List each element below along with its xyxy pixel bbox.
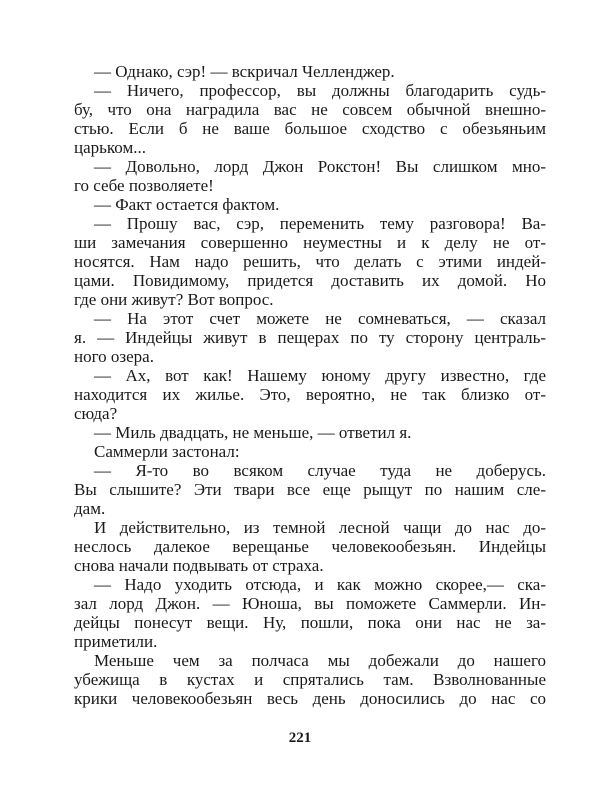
text-line: где они живут? Вот вопрос. — [74, 290, 274, 309]
paragraph — [74, 423, 546, 442]
text-line: цами. Повидимому, придется доставить их домой. Но — [74, 271, 546, 290]
text-line: — Ах, вот как! Нашему юному другу известно, где — [94, 366, 546, 385]
text-line: бу, что она наградила вас не совсем обычной внешно- — [74, 100, 546, 119]
text-line: крики человекообезьян весь день доносились до нас со — [74, 689, 546, 708]
text-line: дам. — [74, 499, 106, 518]
text-line: зал лорд Джон. — Юноша, вы поможете Саммерли. Ин- — [74, 594, 546, 613]
text-line: царьком... — [74, 138, 146, 157]
paragraph — [74, 81, 546, 157]
text-line: го себе позволяете! — [74, 176, 214, 195]
text-line: носятся. Нам надо решить, что делать с этими индей- — [74, 252, 546, 271]
text-line: — Факт остается фактом. — [94, 195, 280, 214]
text-line: — Ничего, профессор, вы должны благодарить судь- — [94, 81, 546, 100]
text-line: — На этот счет можете не сомневаться, — сказал — [94, 309, 546, 328]
paragraph — [74, 62, 546, 81]
paragraph — [74, 309, 546, 366]
text-line: находится их жилье. Это, вероятно, не так близко от- — [74, 385, 546, 404]
text-line: ши замечания совершенно неуместны и к делу не от- — [74, 233, 546, 252]
text-line: — Прошу вас, сэр, переменить тему разговора! Ва- — [94, 214, 546, 233]
paragraph — [74, 518, 546, 575]
text-line: — Надо уходить отсюда, и как можно скорее,— ска- — [94, 575, 546, 594]
text-line: Вы слышите? Эти твари все еще рыщут по нашим сле- — [74, 480, 546, 499]
paragraph — [74, 442, 546, 461]
paragraph — [74, 195, 546, 214]
text-line: дейцы понесут вещи. Ну, пошли, пока они нас не за- — [74, 613, 546, 632]
text-line: приметили. — [74, 632, 158, 651]
text-line: стью. Если б не ваше большое сходство с обезьяньим — [74, 119, 546, 138]
text-line: неслось далекое верещанье человекообезьян. Индейцы — [74, 537, 546, 556]
text-line: И действительно, из темной лесной чащи до нас до- — [94, 518, 546, 537]
text-line: сюда? — [74, 404, 118, 423]
page-number: 221 — [288, 730, 312, 746]
text-line: — Миль двадцать, не меньше, — ответил я. — [94, 423, 412, 442]
text-line: я. — Индейцы живут в пещерах по ту сторону централь- — [74, 328, 546, 347]
text-line: — Я-то во всяком случае туда не доберусь. — [94, 461, 546, 480]
paragraph — [74, 651, 546, 708]
text-line: убежища в кустах и спрятались там. Взволнованные — [74, 670, 546, 689]
paragraph — [74, 575, 546, 651]
paragraph — [74, 157, 546, 195]
text-line: Саммерли застонал: — [94, 442, 240, 461]
text-line: снова начали подвывать от страха. — [74, 556, 324, 575]
text-line: ного озера. — [74, 347, 154, 366]
text-line: — Довольно, лорд Джон Рокстон! Вы слишком мно- — [94, 157, 546, 176]
text-line: Меньше чем за полчаса мы добежали до нашего — [94, 651, 546, 670]
page-body — [74, 62, 546, 708]
paragraph — [74, 366, 546, 423]
text-line: — Однако, сэр! — вскричал Челленджер. — [94, 62, 395, 81]
paragraph — [74, 214, 546, 309]
paragraph — [74, 461, 546, 518]
